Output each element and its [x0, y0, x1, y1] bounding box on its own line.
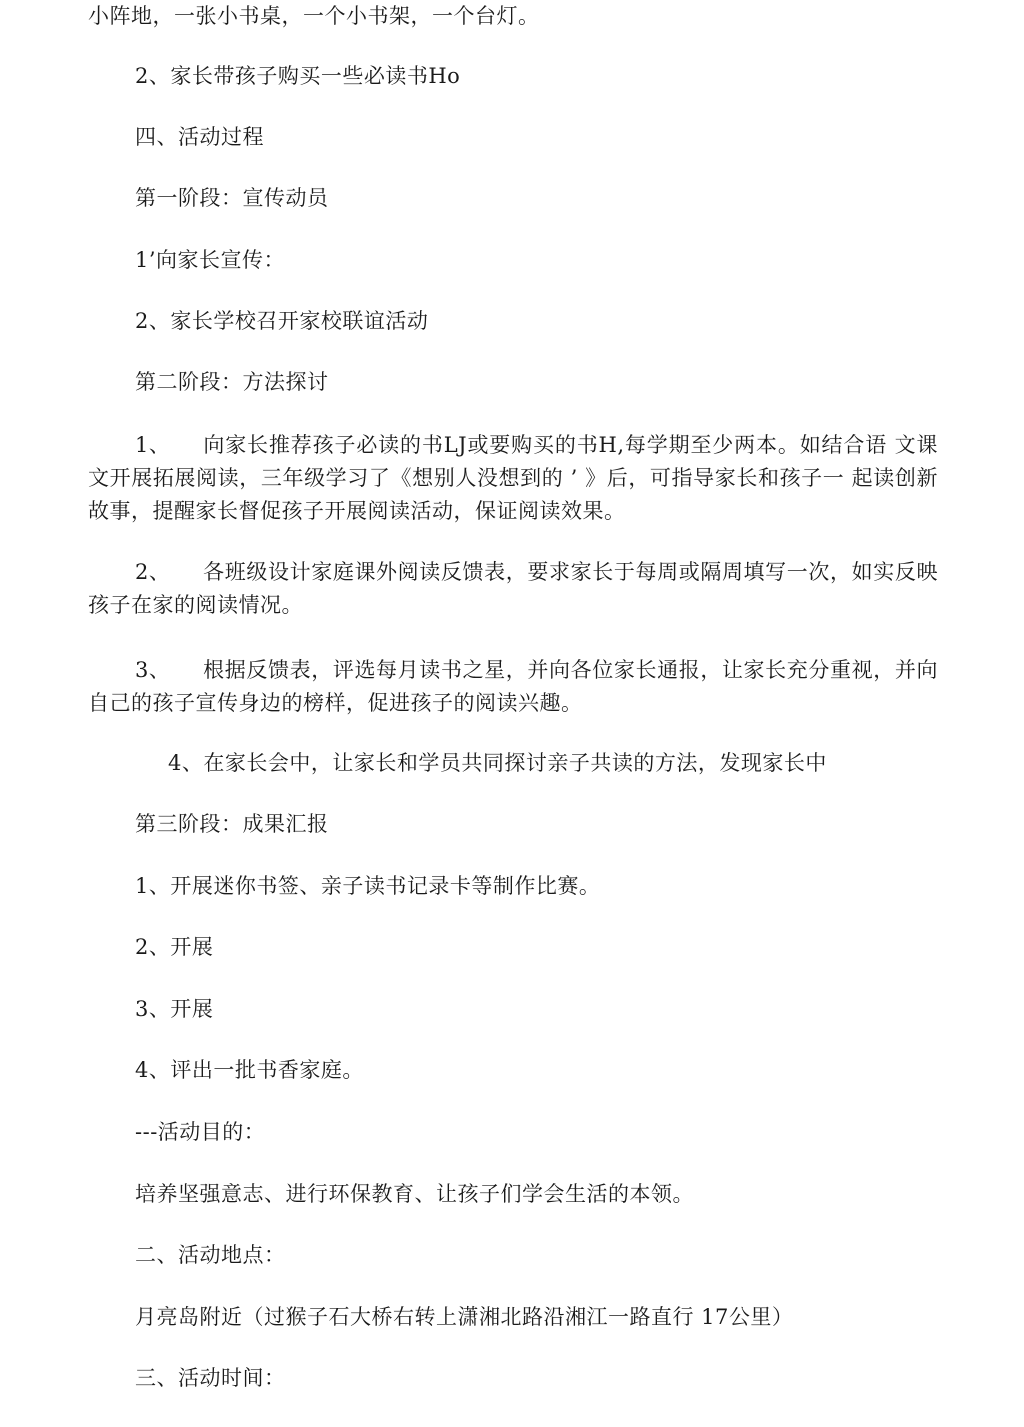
section-heading: 二、活动地点： [135, 1243, 286, 1267]
text-line: 月亮岛附近（过猴子石大桥右转上潇湘北路沿湘江一路直行 17公里） [135, 1305, 794, 1329]
stage-heading: 第一阶段：宣传动员 [135, 186, 329, 210]
list-number: 3、 [135, 658, 171, 682]
text-line: 2、家长带孩子购买一些必读书Ho [135, 64, 461, 88]
text-line: 1、开展迷你书签、亲子读书记录卡等制作比赛。 [135, 874, 601, 898]
section-heading: 四、活动过程 [135, 125, 264, 149]
paragraph-text: 各班级设计家庭课外阅读反馈表，要求家长于每周或隔周填写一次，如实反映孩子在家的阅读情况。 [88, 560, 938, 617]
text-line: 小阵地，一张小书桌，一个小书架，一个台灯。 [88, 4, 540, 28]
paragraph [88, 556, 938, 622]
text-line: 2、开展 [135, 935, 214, 959]
text-line: 培养坚强意志、进行环保教育、让孩子们学会生活的本领。 [135, 1182, 694, 1206]
list-number: 2、 [135, 560, 171, 584]
paragraph-text: 根据反馈表，评选每月读书之星，并向各位家长通报，让家长充分重视，并向自己的孩子宣传身边的榜样，促进孩子的阅读兴趣。 [88, 658, 938, 715]
paragraph [88, 429, 938, 528]
section-heading: 三、活动时间： [135, 1366, 286, 1390]
text-line: ---活动目的： [135, 1120, 266, 1144]
text-line: 1’向家长宣传： [135, 248, 286, 272]
stage-heading: 第二阶段：方法探讨 [135, 370, 329, 394]
stage-heading: 第三阶段：成果汇报 [135, 812, 329, 836]
text-line: 3、开展 [135, 997, 214, 1021]
list-number: 1、 [135, 433, 171, 457]
paragraph-text: 向家长推荐孩子必读的书LJ或要购买的书H,每学期至少两本。如结合语 文课文开展拓展阅读，三年级学习了《想别人没想到的 ’ 》后，可指导家长和孩子一 起读创新故事，提醒家长督促孩子开展阅读活动，保证阅读效果。 [88, 433, 938, 523]
text-line: 4、在家长会中，让家长和学员共同探讨亲子共读的方法，发现家长中 [168, 751, 827, 775]
text-line: 4、评出一批书香家庭。 [135, 1058, 364, 1082]
text-line: 2、家长学校召开家校联谊活动 [135, 309, 429, 333]
paragraph [88, 654, 938, 720]
